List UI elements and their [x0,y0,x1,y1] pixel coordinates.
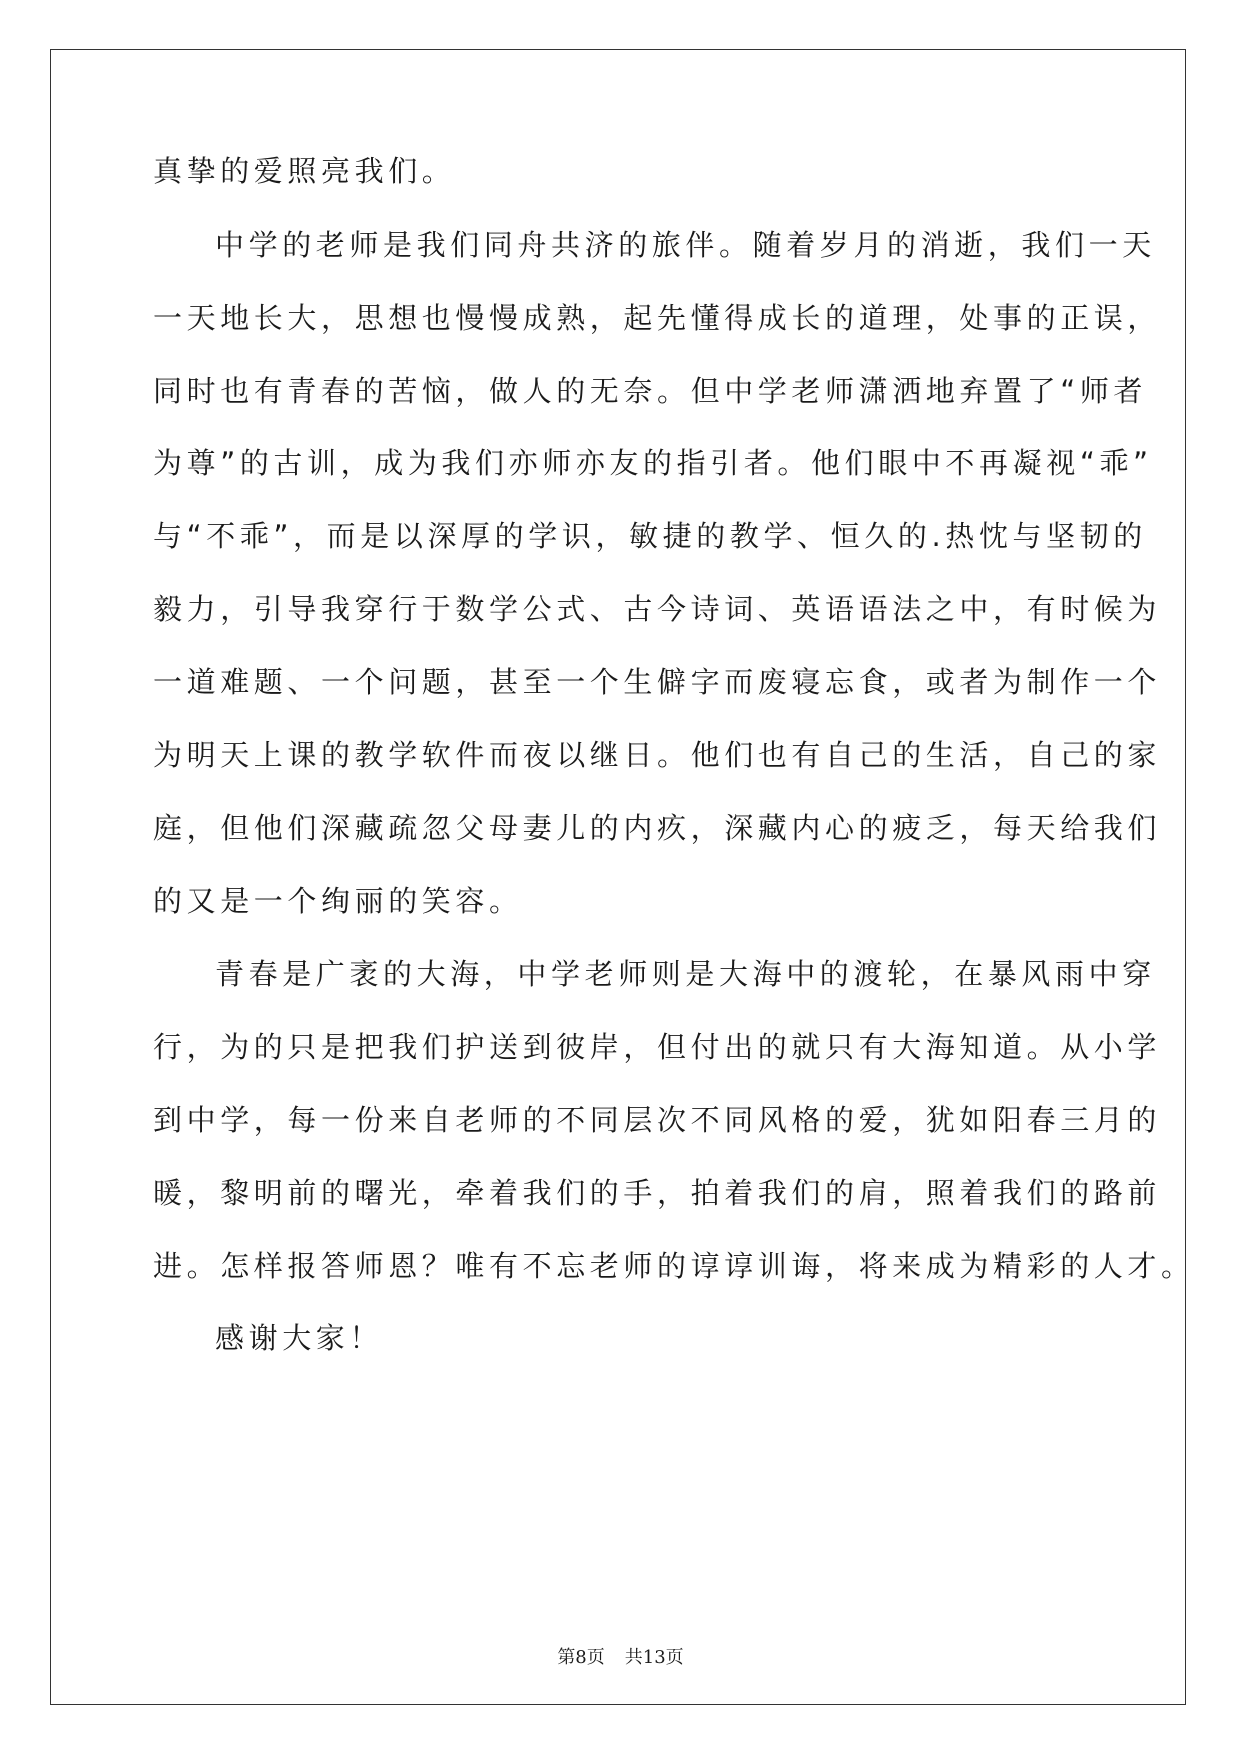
body-line-3: 一天地长大，思想也慢慢成熟，起先懂得成长的道理，处事的正误， [153,301,1162,335]
body-line-15: 暖，黎明前的曙光，牵着我们的手，拍着我们的肩，照着我们的路前 [153,1176,1162,1210]
page-total: 共13页 [624,1647,684,1668]
page-footer [0,1646,1241,1670]
body-line-5: 为尊”的古训，成为我们亦师亦友的指引者。他们眼中不再凝视“乖” [153,446,1153,480]
page-number: 第8页 [557,1647,605,1668]
body-line-4: 同时也有青春的苦恼，做人的无奈。但中学老师潇洒地弃置了“师者 [153,374,1148,408]
body-line-1: 真挚的爱照亮我们。 [153,154,456,188]
body-line-16: 进。怎样报答师恩？唯有不忘老师的谆谆训诲，将来成为精彩的人才。 [153,1249,1195,1283]
body-line-11: 的又是一个绚丽的笑容。 [153,884,523,918]
body-line-12: 青春是广袤的大海，中学老师则是大海中的渡轮，在暴风雨中穿 [215,957,1156,991]
body-line-7: 毅力，引导我穿行于数学公式、古今诗词、英语语法之中，有时候为 [153,592,1162,626]
body-line-2: 中学的老师是我们同舟共济的旅伴。随着岁月的消逝，我们一天 [215,228,1156,262]
body-line-13: 行，为的只是把我们护送到彼岸，但付出的就只有大海知道。从小学 [153,1030,1162,1064]
body-line-14: 到中学，每一份来自老师的不同层次不同风格的爱，犹如阳春三月的 [153,1103,1162,1137]
body-line-6: 与“不乖”，而是以深厚的学识，敏捷的教学、恒久的.热忱与坚韧的 [153,519,1147,553]
body-line-10: 庭，但他们深藏疏忽父母妻儿的内疚，深藏内心的疲乏，每天给我们 [153,811,1162,845]
body-line-8: 一道难题、一个问题，甚至一个生僻字而废寝忘食，或者为制作一个 [153,665,1162,699]
body-line-17: 感谢大家！ [215,1321,384,1355]
body-line-9: 为明天上课的教学软件而夜以继日。他们也有自己的生活，自己的家 [153,738,1162,772]
